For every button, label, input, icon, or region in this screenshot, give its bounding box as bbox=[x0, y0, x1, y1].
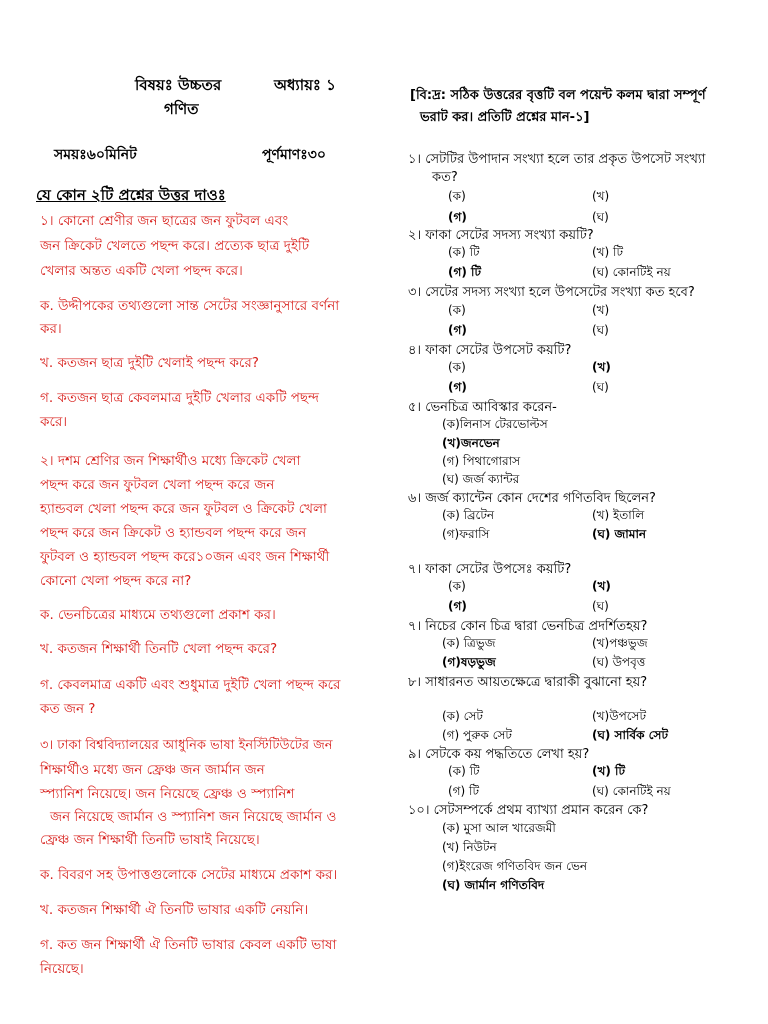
mcq9-option-ka: (ক) টি bbox=[448, 764, 480, 778]
cq1-part-kha: খ. কতজন ছাত্র দুইটি খেলাই পছন্দ করে? bbox=[40, 355, 259, 371]
cq3-part-ga-cont: নিয়েছে। bbox=[40, 961, 84, 977]
mcq7-option-gha: (ঘ) bbox=[592, 599, 609, 613]
cq1-part-ga-cont: করে। bbox=[40, 414, 68, 430]
mcq7-option-kha: (খ) bbox=[592, 579, 611, 593]
cq3-stem-line: ৩। ঢাকা বিশ্ববিদ্যালয়ের আধুনিক ভাষা ইনস্টিটিউটের জন bbox=[40, 738, 333, 753]
cq3-part-kha: খ. কতজন শিক্ষার্থী ঐ তিনটি ভাষার একটি নেয়নি। bbox=[40, 902, 309, 918]
cq3-stem-line: ফ্রেঞ্চ জন শিক্ষার্থী তিনটি ভাষাই নিয়েছে। bbox=[40, 832, 260, 848]
mcq2-option-gha: (ঘ) কোনটিই নয় bbox=[592, 265, 671, 279]
mcq1-question: ১। সেটটির উপাদান সংখ্যা হলে তার প্রকৃত উপসেট সংখ্যা bbox=[408, 152, 706, 167]
cq2-stem-line: পছন্দ করে জন ফুটবল খেলা পছন্দ করে জন bbox=[40, 477, 275, 493]
mcq5-option-ga: (গ) পিথাগোরাস bbox=[442, 454, 521, 468]
mcq10-option-ka: (ক) মুসা আল খারেজমী bbox=[442, 821, 556, 835]
cq1-part-ka-cont: কর। bbox=[40, 321, 62, 337]
mcq10-option-gha: (ঘ) জার্মান গণিতবিদ bbox=[442, 878, 545, 892]
mcq2-question: ২। ফাকা সেটের সদস্য সংখ্যা কয়টি? bbox=[408, 228, 594, 243]
mcq1-option-ga: (গ) bbox=[448, 210, 467, 224]
mcq9-option-kha: (খ) টি bbox=[592, 764, 625, 778]
mcq7b-option-ka: (ক) ত্রিভুজ bbox=[442, 636, 496, 650]
mcq4-option-kha: (খ) bbox=[592, 360, 611, 374]
time-label: সময়ঃ৬০মিনিট bbox=[54, 147, 137, 163]
cq2-stem-line: ২। দশম শ্রেণির জন শিক্ষার্থীও মধ্যে ক্রিকেট খেলা bbox=[40, 453, 301, 469]
cq2-part-ga-cont: কত জন ? bbox=[40, 701, 96, 717]
cq2-part-kha: খ. কতজন শিক্ষার্থী তিনটি খেলা পছন্দ করে? bbox=[40, 641, 278, 657]
full-marks-label: পূর্ণমাণঃ৩০ bbox=[262, 147, 326, 163]
cq3-part-ka: ক. বিবরণ সহ উপাত্তগুলোকে সেটের মাধ্যমে প্রকাশ কর। bbox=[40, 867, 338, 883]
cq2-stem-line: ফুটবল ও হ্যান্ডবল পছন্দ করে১০জন এবং জন শিক্ষার্থী bbox=[40, 549, 330, 565]
mcq4-option-gha: (ঘ) bbox=[592, 380, 609, 394]
mcq5-option-kha: (খ)জনভেন bbox=[442, 436, 500, 450]
cq1-stem-line: জন ক্রিকেট খেলতে পছন্দ করে। প্রত্যেক ছাত্র দুইটি bbox=[40, 238, 310, 254]
instruction-line-2: ভরাট কর। প্রতিটি প্রশ্নের মান-১] bbox=[420, 110, 590, 125]
cq2-stem-line: হ্যান্ডবল খেলা পছন্দ করে জন ফুটবল ও ক্রিকেট খেলা bbox=[40, 501, 327, 517]
cq2-part-ga: গ. কেবলমাত্র একটি এবং শুধুমাত্র দুইটি খেলা পছন্দ করে bbox=[40, 677, 341, 693]
cq3-part-ga: গ. কত জন শিক্ষার্থী ঐ তিনটি ভাষার কেবল একটি ভাষা bbox=[40, 937, 337, 953]
mcq7b-option-kha: (খ)পঞ্চভুজ bbox=[592, 636, 648, 650]
mcq7b-option-gha: (ঘ) উপবৃত্ত bbox=[592, 655, 646, 669]
chapter-label: অধ্যায়ঃ ১ bbox=[274, 76, 336, 94]
mcq6-option-kha: (খ) ইতালি bbox=[592, 508, 645, 522]
cq1-stem-line: খেলার অন্তত একটি খেলা পছন্দ করে। bbox=[40, 263, 243, 279]
mcq3-option-ka: (ক) bbox=[448, 303, 466, 317]
mcq9-option-ga: (গ) টি bbox=[448, 784, 480, 798]
mcq2-option-kha: (খ) টি bbox=[592, 245, 624, 259]
mcq5-option-ka: (ক)লিনাস টেরভোল্টস bbox=[442, 417, 548, 431]
mcq9-question: ৯। সেটকে কয় পদ্ধতিতে লেখা হয়? bbox=[408, 747, 590, 762]
mcq8-option-gha: (ঘ) সার্বিক সেট bbox=[592, 728, 668, 742]
cq1-part-ka: ক. উদ্দীপকের তথ্যগুলো সান্ত সেটের সংজ্ঞানুসারে বর্ণনা bbox=[40, 298, 340, 314]
mcq7b-option-ga: (গ)ষড়ভুজ bbox=[442, 655, 496, 669]
mcq8-option-kha: (খ)উপসেট bbox=[592, 709, 647, 723]
mcq8-option-ga: (গ) পুরুক সেট bbox=[442, 728, 512, 742]
mcq10-option-ga: (গ)ইংরেজ গণিতবিদ জন ভেন bbox=[442, 859, 588, 873]
mcq6-option-ka: (ক) ব্রিটেন bbox=[442, 508, 495, 522]
instruction-line-1: [বি:দ্র: সঠিক উত্তরের বৃত্তটি বল পয়েন্ট কলম দ্বারা সম্পূর্ণ bbox=[410, 88, 706, 103]
mcq7b-question: ৭। নিচের কোন চিত্র দ্বারা ভেনচিত্র প্রদর্শিতহয়? bbox=[408, 619, 648, 634]
mcq10-question: ১০। সেটসম্পর্কে প্রথম ব্যাখ্যা প্রমান করেন কে? bbox=[408, 803, 649, 818]
mcq4-option-ga: (গ) bbox=[448, 380, 467, 394]
mcq3-option-kha: (খ) bbox=[592, 303, 610, 317]
subject-label: বিষয়ঃ উচ্চতর bbox=[135, 76, 222, 94]
mcq3-option-ga: (গ) bbox=[448, 323, 467, 337]
mcq4-question: ৪। ফাকা সেটের উপসেট কয়টি? bbox=[408, 343, 572, 358]
mcq1-option-gha: (ঘ) bbox=[592, 210, 609, 224]
cq1-part-ga: গ. কতজন ছাত্র কেবলমাত্র দুইটি খেলার একটি পছন্দ bbox=[40, 390, 319, 406]
mcq8-question: ৮। সাধারনত আয়তক্ষেত্রে দ্বারাকী বুঝানো হয়? bbox=[408, 675, 648, 690]
mcq3-option-gha: (ঘ) bbox=[592, 323, 609, 337]
mcq1-option-ka: (ক) bbox=[448, 189, 466, 203]
mcq7-option-ka: (ক) bbox=[448, 579, 466, 593]
mcq2-option-ka: (ক) টি bbox=[448, 245, 480, 259]
cq3-stem-line: জন নিয়েছে জার্মান ও স্প্যানিশ জন নিয়েছে জার্মান ও bbox=[50, 809, 337, 825]
cq1-stem-line: ১। কোনো শ্রেণীর জন ছাত্রের জন ফুটবল এবং bbox=[40, 213, 289, 229]
mcq2-option-ga: (গ) টি bbox=[448, 265, 481, 279]
mcq9-option-gha: (ঘ) কোনটিই নয় bbox=[592, 784, 671, 798]
mcq7-option-ga: (গ) bbox=[448, 599, 467, 613]
mcq1-option-kha: (খ) bbox=[592, 189, 610, 203]
mcq5-question: ৫। ভেনচিত্র আবিস্কার করেন- bbox=[408, 400, 557, 415]
mcq4-option-ka: (ক) bbox=[448, 360, 466, 374]
mcq1-question-cont: কত? bbox=[432, 170, 458, 185]
cq3-stem-line: শিক্ষার্থীও মধ্যে জন ফ্রেঞ্চ জন জার্মান জন bbox=[40, 762, 265, 778]
creative-heading: যে কোন ২টি প্রশ্নের উত্তর দাওঃ bbox=[36, 186, 226, 204]
cq2-part-ka: ক. ভেনচিত্রের মাধ্যমে তথ্যগুলো প্রকাশ কর। bbox=[40, 607, 276, 623]
cq3-stem-line: স্প্যানিশ নিয়েছে। জন নিয়েছে ফ্রেঞ্চ ও স্প্যানিশ bbox=[40, 786, 295, 802]
mcq6-question: ৬। জর্জ ক্যান্টেন কোন দেশের গণিতবিদ ছিলেন? bbox=[408, 491, 656, 506]
cq2-stem-line: পছন্দ করে জন ক্রিকেট ও হ্যান্ডবল পছন্দ করে জন bbox=[40, 525, 307, 541]
mcq7-question: ৭। ফাকা সেটের উপসেঃ কয়টি? bbox=[408, 562, 572, 577]
mcq5-option-gha: (ঘ) জর্জ ক্যান্টর bbox=[442, 472, 520, 486]
mcq6-option-gha: (ঘ) জামান bbox=[592, 527, 647, 541]
subject-label-cont: গণিত bbox=[164, 100, 199, 118]
mcq6-option-ga: (গ)ফরাসি bbox=[442, 527, 490, 541]
cq2-stem-line: কোনো খেলা পছন্দ করে না? bbox=[40, 573, 192, 589]
mcq3-question: ৩। সেটের সদস্য সংখ্যা হলে উপসেটের সংখ্যা কত হবে? bbox=[408, 285, 695, 300]
mcq8-option-ka: (ক) সেট bbox=[442, 709, 483, 723]
mcq10-option-kha: (খ) নিউটন bbox=[442, 840, 497, 854]
